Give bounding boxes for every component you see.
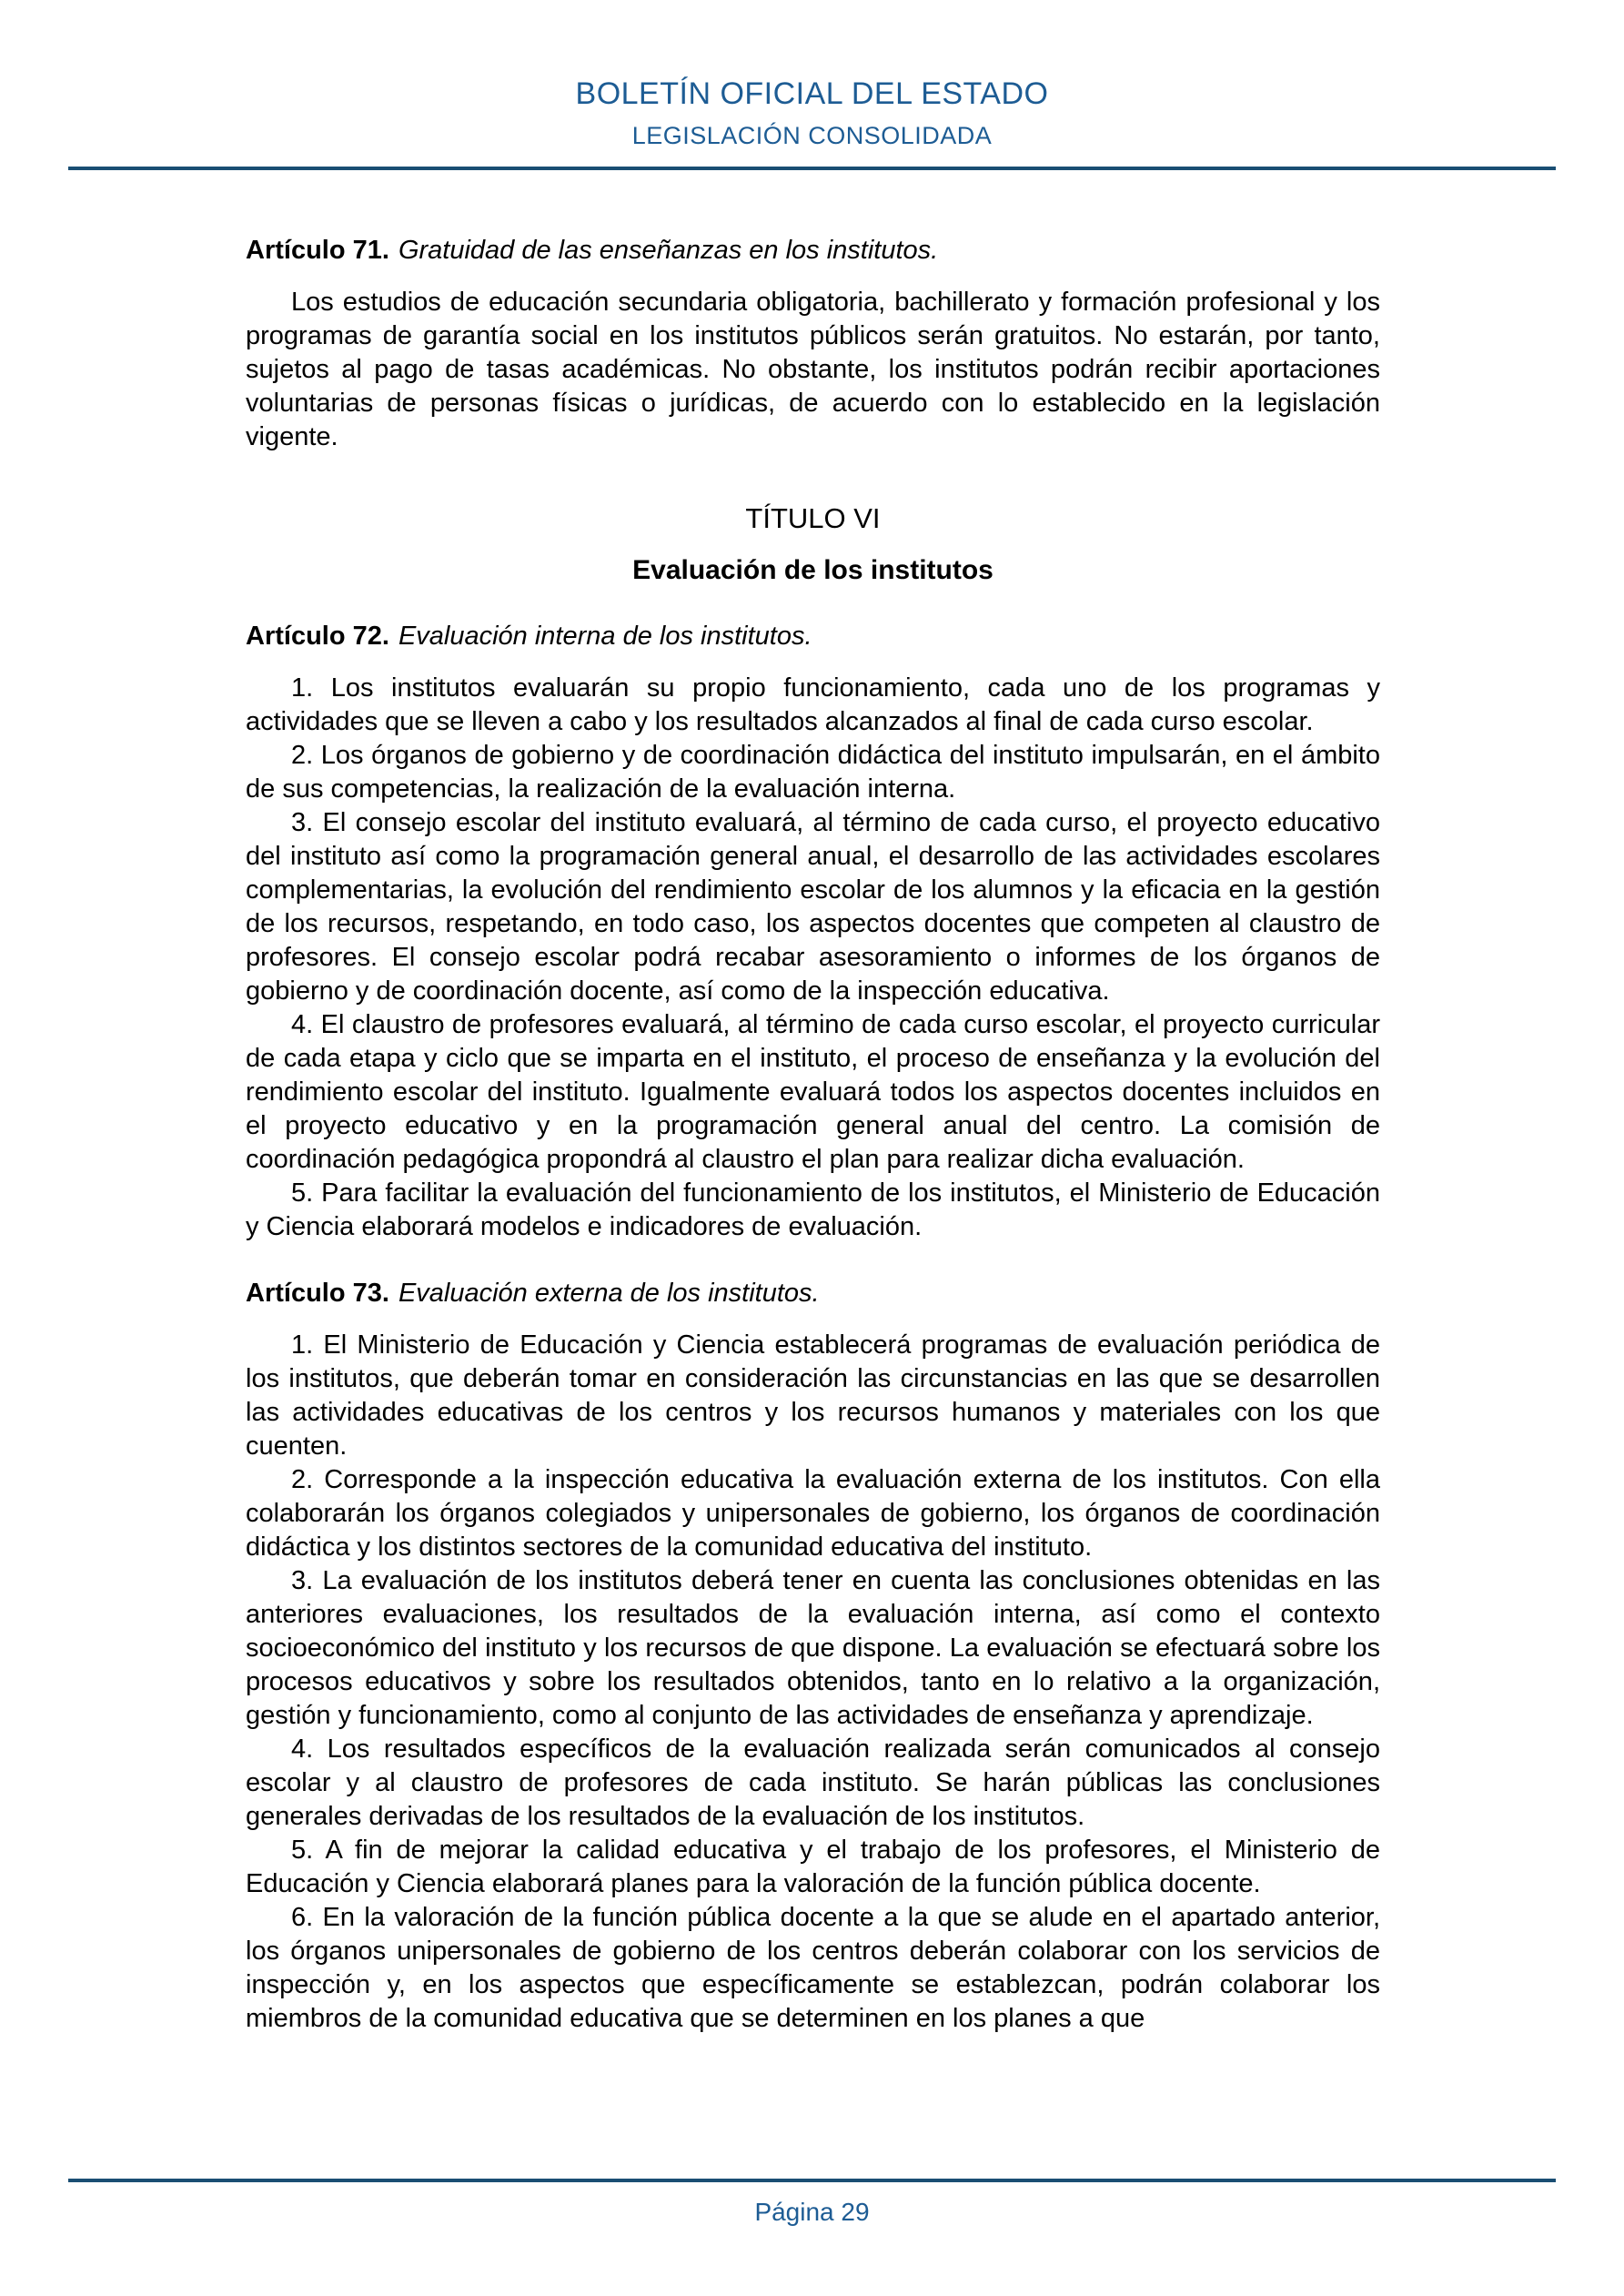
article-71-heading: [246, 234, 1380, 268]
article-72-paragraph-3: 3. El consejo escolar del instituto evaluará, al término de cada curso, el proyecto educativo del instituto así como la programación general anual, el desarrollo de las actividades escolares complementarias, la evolución del rendimiento escolar de los alumnos y la eficacia en la gestión de los recursos, respetando, en todo caso, los aspectos docentes que competen al claustro de profesores. El consejo escolar podrá recabar asesoramiento o informes de los órganos de gobierno y de coordinación docente, así como de la inspección educativa.: [246, 808, 1380, 1006]
article-73-title: Evaluación externa de los institutos.: [398, 1279, 820, 1308]
article-73-paragraph-5: 5. A fin de mejorar la calidad educativa y el trabajo de los profesores, el Ministerio de Educación y Ciencia elaborará planes para la valoración de la función pública docente.: [246, 1836, 1380, 1898]
article-72-heading: [246, 620, 1380, 653]
article-71-number: Artículo 71.: [246, 236, 389, 265]
article-72-paragraph-4: 4. El claustro de profesores evaluará, al término de cada curso escolar, el proyecto curricular de cada etapa y ciclo que se imparta en el instituto, el proceso de enseñanza y la evolución del rendimiento escolar del instituto. Igualmente evaluará todos los aspectos docentes incluidos en el proyecto educativo y en la programación general anual del centro. La comisión de coordinación pedagógica propondrá al claustro el plan para realizar dicha evaluación.: [246, 1010, 1380, 1174]
footer-divider: [68, 2179, 1556, 2182]
article-72-paragraph-1: 1. Los institutos evaluarán su propio funcionamiento, cada uno de los programas y actividades que se lleven a cabo y los resultados alcanzados al final de cada curso escolar.: [246, 673, 1380, 736]
article-71-title: Gratuidad de las enseñanzas en los institutos.: [398, 236, 939, 265]
article-73-paragraph-3: 3. La evaluación de los institutos deberá tener en cuenta las conclusiones obtenidas en las anteriores evaluaciones, los resultados de la evaluación interna, así como el contexto socioeconómico del instituto y los recursos de que dispone. La evaluación se efectuará sobre los procesos educativos y sobre los resultados obtenidos, tanto en lo relativo a la organización, gestión y funcionamiento, como al conjunto de las actividades de enseñanza y aprendizaje.: [246, 1566, 1380, 1730]
article-72-number: Artículo 72.: [246, 622, 389, 651]
article-72-paragraph-2: 2. Los órganos de gobierno y de coordinación didáctica del instituto impulsarán, en el ámbito de sus competencias, la realización de la evaluación interna.: [246, 741, 1380, 804]
title-vi-heading: Evaluación de los institutos: [632, 555, 994, 585]
article-72-paragraph-5: 5. Para facilitar la evaluación del funcionamiento de los institutos, el Ministerio de Educación y Ciencia elaborará modelos e indicadores de evaluación.: [246, 1178, 1380, 1241]
article-73-number: Artículo 73.: [246, 1279, 389, 1308]
header-title: BOLETÍN OFICIAL DEL ESTADO: [575, 76, 1049, 111]
article-73-paragraph-6: 6. En la valoración de la función pública docente a la que se alude en el apartado anterior, los órganos unipersonales de gobierno de los centros deberán colaborar con los servicios de inspección y, en los aspectos que específicamente se establezcan, podrán colaborar los miembros de la comunidad educativa que se determinen en los planes a que: [246, 1903, 1380, 2033]
article-73-paragraph-1: 1. El Ministerio de Educación y Ciencia establecerá programas de evaluación periódica de los institutos, que deberán tomar en consideración las circunstancias en las que se desarrollen las actividades educativas de los centros y los recursos humanos y materiales con los que cuenten.: [246, 1330, 1380, 1461]
title-vi-kicker: TÍTULO VI: [745, 502, 881, 534]
article-72-title: Evaluación interna de los institutos.: [398, 622, 812, 651]
page-header: [0, 0, 1624, 170]
document-body: [246, 170, 1380, 2036]
article-73-paragraph-2: 2. Corresponde a la inspección educativa la evaluación externa de los institutos. Con ella colaborarán los órganos colegiados y unipersonales de gobierno, los órganos de coordinación didáctica y los distintos sectores de la comunidad educativa del instituto.: [246, 1465, 1380, 1562]
article-71-paragraph-1: Los estudios de educación secundaria obligatoria, bachillerato y formación profesional y los programas de garantía social en los institutos públicos serán gratuitos. No estarán, por tanto, sujetos al pago de tasas académicas. No obstante, los institutos podrán recibir aportaciones voluntarias de personas físicas o jurídicas, de acuerdo con lo establecido en la legislación vigente.: [246, 288, 1380, 451]
article-73-heading: [246, 1277, 1380, 1310]
article-73-paragraph-4: 4. Los resultados específicos de la evaluación realizada serán comunicados al consejo escolar y al claustro de profesores de cada instituto. Se harán públicas las conclusiones generales derivadas de los resultados de la evaluación de los institutos.: [246, 1735, 1380, 1831]
header-subtitle: LEGISLACIÓN CONSOLIDADA: [631, 122, 993, 149]
page-footer: [0, 2179, 1624, 2227]
page-number: Página 29: [754, 2198, 870, 2226]
